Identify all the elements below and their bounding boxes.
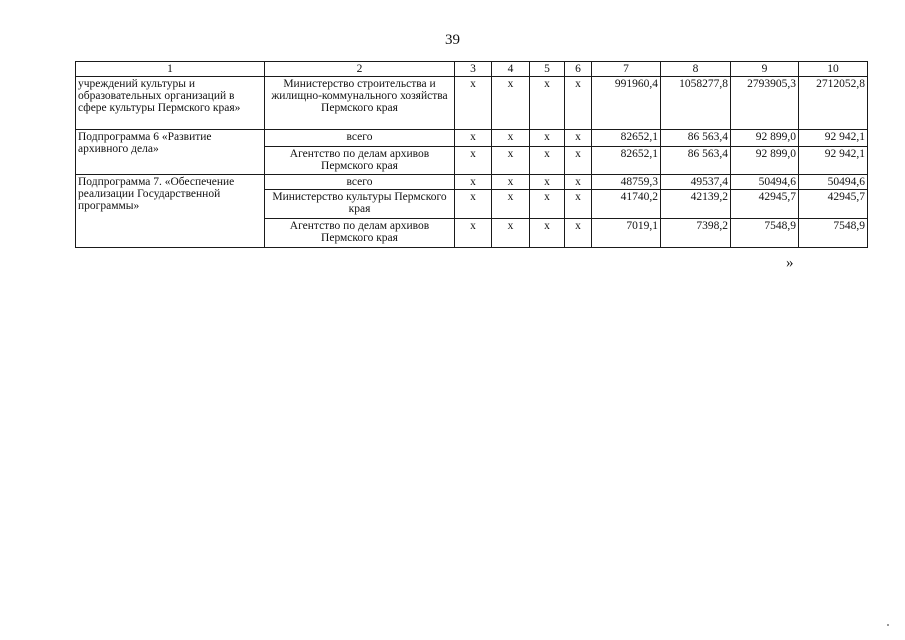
closing-quote-mark: » (786, 255, 794, 271)
value-cell: 1058277,8 (661, 77, 731, 130)
code-cell: х (530, 147, 565, 175)
table-row (76, 77, 868, 130)
program-name-cell: учреждений культуры и образовательных организаций в сфере культуры Пермского края» (76, 77, 265, 130)
executor-cell: Агентство по делам архивов Пермского края (265, 147, 455, 175)
code-cell: х (455, 147, 492, 175)
table-row (76, 175, 868, 190)
value-cell: 86 563,4 (661, 130, 731, 147)
code-cell: х (530, 219, 565, 248)
executor-cell: всего (265, 175, 455, 190)
executor-cell: Министерство культуры Пермского края (265, 190, 455, 219)
column-header-2: 2 (265, 62, 455, 77)
column-header-5: 5 (530, 62, 565, 77)
column-header-8: 8 (661, 62, 731, 77)
column-header-10: 10 (799, 62, 868, 77)
scan-speck (887, 624, 889, 626)
value-cell: 92 942,1 (799, 130, 868, 147)
value-cell: 82652,1 (592, 130, 661, 147)
value-cell: 41740,2 (592, 190, 661, 219)
code-cell: х (565, 175, 592, 190)
value-cell: 7548,9 (799, 219, 868, 248)
code-cell: х (492, 77, 530, 130)
table-row (76, 130, 868, 147)
value-cell: 42945,7 (731, 190, 799, 219)
code-cell: х (455, 77, 492, 130)
code-cell: х (565, 77, 592, 130)
column-header-7: 7 (592, 62, 661, 77)
value-cell: 92 942,1 (799, 147, 868, 175)
column-header-1: 1 (76, 62, 265, 77)
code-cell: х (530, 130, 565, 147)
value-cell: 7548,9 (731, 219, 799, 248)
value-cell: 42139,2 (661, 190, 731, 219)
code-cell: х (492, 130, 530, 147)
column-number-header-row (76, 62, 868, 77)
executor-cell: Агентство по делам архивов Пермского края (265, 219, 455, 248)
code-cell: х (530, 77, 565, 130)
value-cell: 2793905,3 (731, 77, 799, 130)
value-cell: 2712052,8 (799, 77, 868, 130)
column-header-9: 9 (731, 62, 799, 77)
value-cell: 49537,4 (661, 175, 731, 190)
code-cell: х (492, 219, 530, 248)
column-header-6: 6 (565, 62, 592, 77)
code-cell: х (492, 190, 530, 219)
value-cell: 92 899,0 (731, 147, 799, 175)
code-cell: х (565, 130, 592, 147)
code-cell: х (455, 175, 492, 190)
column-header-4: 4 (492, 62, 530, 77)
code-cell: х (492, 175, 530, 190)
page-number: 39 (445, 32, 460, 48)
executor-cell: всего (265, 130, 455, 147)
code-cell: х (530, 190, 565, 219)
code-cell: х (492, 147, 530, 175)
value-cell: 7398,2 (661, 219, 731, 248)
value-cell: 7019,1 (592, 219, 661, 248)
value-cell: 991960,4 (592, 77, 661, 130)
code-cell: х (530, 175, 565, 190)
value-cell: 82652,1 (592, 147, 661, 175)
code-cell: х (565, 147, 592, 175)
program-name-cell: Подпрограмма 7. «Обеспечение реализации Государственной программы» (76, 175, 265, 248)
budget-table (75, 61, 868, 248)
executor-cell: Министерство строительства и жилищно-коммунального хозяйства Пермского края (265, 77, 455, 130)
value-cell: 42945,7 (799, 190, 868, 219)
value-cell: 86 563,4 (661, 147, 731, 175)
value-cell: 50494,6 (799, 175, 868, 190)
program-name-cell: Подпрограмма 6 «Развитие архивного дела» (76, 130, 265, 175)
code-cell: х (565, 219, 592, 248)
code-cell: х (565, 190, 592, 219)
column-header-3: 3 (455, 62, 492, 77)
value-cell: 92 899,0 (731, 130, 799, 147)
value-cell: 48759,3 (592, 175, 661, 190)
value-cell: 50494,6 (731, 175, 799, 190)
code-cell: х (455, 219, 492, 248)
code-cell: х (455, 130, 492, 147)
code-cell: х (455, 190, 492, 219)
